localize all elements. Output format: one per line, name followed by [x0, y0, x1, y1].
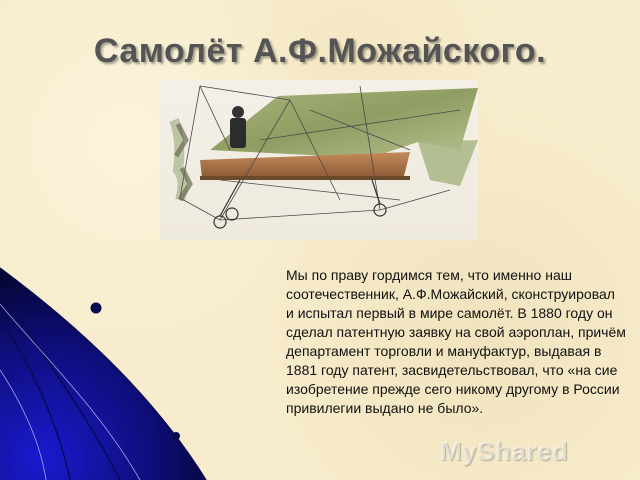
airplane-illustration [160, 80, 478, 240]
body-paragraph: Мы по праву гордимся тем, что именно наш соотечественник, А.Ф.Можайский, сконструировал и испытал первый в мире самолёт. В 1880 году он сделал патентную заявку на свой аэроплан, причём департамент торговли и мануфактур, выдавая в 1881 году патент, засвидетельствовал, что «на сие изобретение прежде сего никому другому в России привилегии выдано не было». [286, 267, 626, 416]
watermark-logo: MyShared [440, 436, 569, 466]
slide-title: Самолёт А.Ф.Можайского. [93, 32, 547, 70]
decorative-corner-graphic [0, 260, 230, 480]
